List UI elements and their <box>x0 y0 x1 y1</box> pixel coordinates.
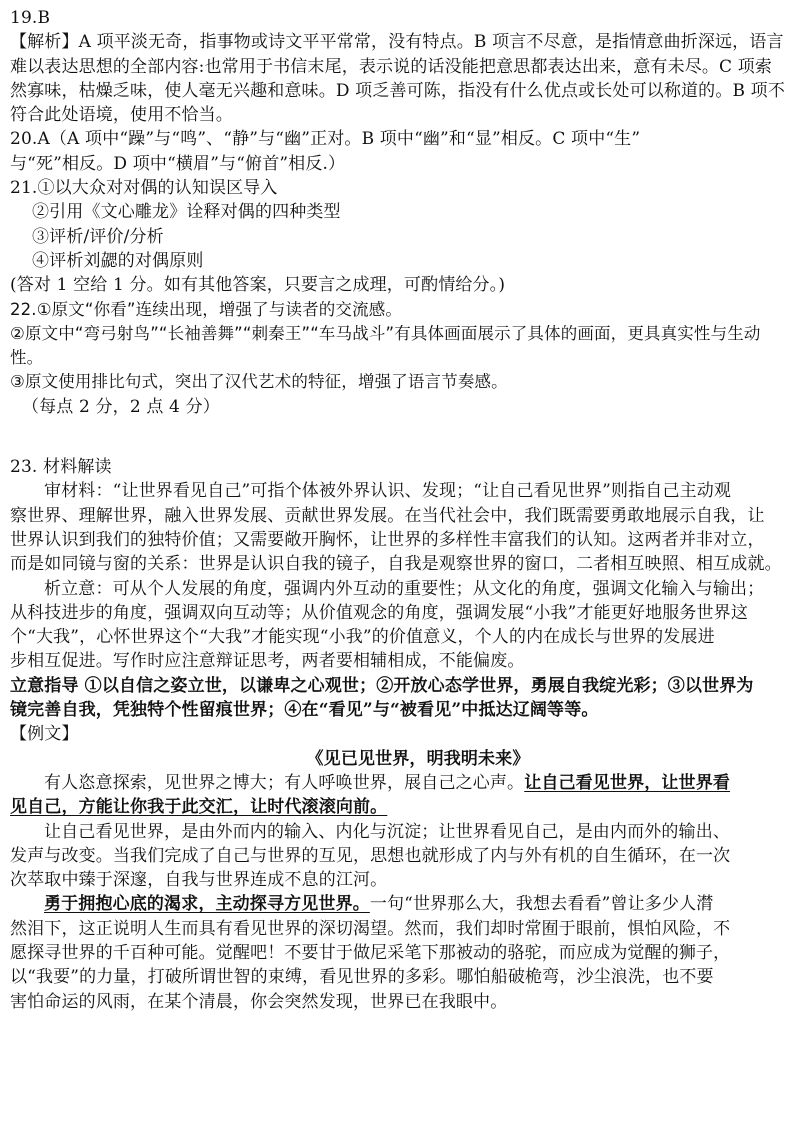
example-p2-line-1: 让自己看见世界，是由外而内的输入、内化与沉淀；让世界看见自己，是由内而外的输出、 <box>44 821 730 842</box>
q21-point-3: ③评析/评价/分析 <box>32 226 164 247</box>
q22-scoring-note: （每点 2 分，2 点 4 分） <box>22 396 220 417</box>
example-p1-line-2 <box>10 795 786 819</box>
q22-point-2-cont: 性。 <box>10 348 44 368</box>
q23-material-line-3: 世界认识到我们的独特价值；又需要敞开胸怀，让世界的多样性丰富我们的认知。这两者并非对立， <box>10 529 765 550</box>
example-p2-line-3: 次萃取中臻于深邃，自我与世界连成不息的江河。 <box>10 870 388 891</box>
example-p3-line-4: 以“我要”的力量，打破所谓世智的束缚，看见世界的多彩。哪怕船破桅弯，沙尘浪洗，也不要 <box>10 967 714 988</box>
q19-answer: 19.B <box>10 8 51 28</box>
q22-point-3: ③原文使用排比句式，突出了汉代艺术的特征，增强了语言节奏感。 <box>10 372 508 392</box>
q19-analysis-line-4: 符合此处语境，使用不恰当。 <box>10 105 233 126</box>
q23-intent-line-3: 个“大我”，心怀世界这个“大我”才能实现“小我”的价值意义，个人的内在成长与世界的发展进 <box>10 627 715 648</box>
example-p3-line-2: 然泪下，这正说明人生而具有看见世界的深切渴望。然而，我们却时常囿于眼前，惧怕风险，不 <box>10 918 731 939</box>
q21-point-4: ④评析刘勰的对偶原则 <box>32 250 204 271</box>
example-p2-line-2: 发声与改变。当我们完成了自己与世界的互见，思想也就形成了内与外有机的自生循环，在一次 <box>10 845 731 866</box>
q22-point-2: ②原文中“弯弓射鸟”“长袖善舞”“刺秦王”“车马战斗”有具体画面展示了具体的画面，更具真实性与生动 <box>10 323 761 343</box>
q19-analysis-line-3: 然寡味，枯燥乏味，使人毫无兴趣和意味。D 项乏善可陈，指没有什么优点或长处可以称道的。B 项不 <box>10 80 785 101</box>
example-title: 《见已见世界，明我明未来》 <box>306 748 530 769</box>
q19-analysis-line-2: 难以表达思想的全部内容:也常用于书信末尾，表示说的话没能把意思都表达出来，意有未尽。C 项索 <box>10 56 773 77</box>
example-p3-text: 一句“世界那么大，我想去看看”曾让多少人潸 <box>369 894 714 915</box>
q20-answer-line-1: 20.A（A 项中“躁”与“鸣”、“静”与“幽”正对。B 项中“幽”和“显”相反。C 项中“生” <box>10 129 641 150</box>
q23-guide-line-1: 立意指导 ①以自信之姿立世，以谦卑之心观世；②开放心态学世界，勇展自我绽光彩；③以世界为 <box>10 675 754 696</box>
example-p1-thesis-cont: 见自己，方能让你我于此交汇，让时代滚滚向前。 <box>10 797 388 818</box>
example-p1-thesis: 让自己看见世界，让世界看 <box>524 772 731 793</box>
q23-material-line-2: 察世界、理解世界，融入世界发展、贡献世界发展。在当代社会中，我们既需要勇敢地展示自我，让 <box>10 505 765 526</box>
example-p3-line-5: 害怕命运的风雨，在某个清晨，你会突然发现，世界已在我眼中。 <box>10 991 508 1012</box>
q23-intent-line-4: 步相互促进。写作时应注意辩证思考，两者要相辅相成，不能偏废。 <box>10 651 525 672</box>
q23-heading: 23. 材料解读 <box>10 457 112 478</box>
example-p3-line-1 <box>10 892 786 916</box>
q23-material-line-1: 审材料：“让世界看见自己”可指个体被外界认识、发现；“让自己看见世界”则指自己主动观 <box>44 481 732 502</box>
q22-point-1: 22.①原文“你看”连续出现，增强了与读者的交流感。 <box>10 299 403 319</box>
q21-point-2: ②引用《文心雕龙》诠释对偶的四种类型 <box>32 202 341 223</box>
example-p3-topic: 勇于拥抱心底的渴求，主动探寻方见世界。 <box>44 894 370 915</box>
q21-scoring-note: (答对 1 空给 1 分。如有其他答案，只要言之成理，可酌情给分。) <box>10 275 506 296</box>
q19-analysis-line-1: 【解析】A 项平淡无奇，指事物或诗文平平常常，没有特点。B 项言不尽意，是指情意曲折深远，语言 <box>10 32 784 53</box>
q23-guide-line-2: 镜完善自我，凭独特个性留痕世界；④在“看见”与“被看见”中抵达辽阔等等。 <box>10 700 599 721</box>
q21-point-1: 21.①以大众对对偶的认知误区导入 <box>10 178 278 199</box>
q20-answer-line-2: 与“死”相反。D 项中“横眉”与“俯首”相反.） <box>10 153 346 174</box>
q23-intent-line-1: 析立意：可从个人发展的角度，强调内外互动的重要性；从文化的角度，强调文化输入与输出； <box>44 578 765 599</box>
example-p1-line-1 <box>10 771 786 795</box>
q23-intent-line-2: 从科技进步的角度，强调双向互动等；从价值观念的角度，强调发展“小我”才能更好地服务世界这 <box>10 602 748 623</box>
q23-material-line-4: 而是如同镜与窗的关系：世界是认识自我的镜子，自我是观察世界的窗口，二者相互映照、相互成就。 <box>10 554 782 575</box>
example-p3-line-3: 愿探寻世界的千百种可能。觉醒吧！不要甘于做尼采笔下那被动的骆驼，而应成为觉醒的狮子， <box>10 942 731 963</box>
example-p1-text: 有人恣意探索，见世界之博大；有人呼唤世界，展自己之心声。 <box>44 772 525 793</box>
example-label: 【例文】 <box>10 724 79 745</box>
